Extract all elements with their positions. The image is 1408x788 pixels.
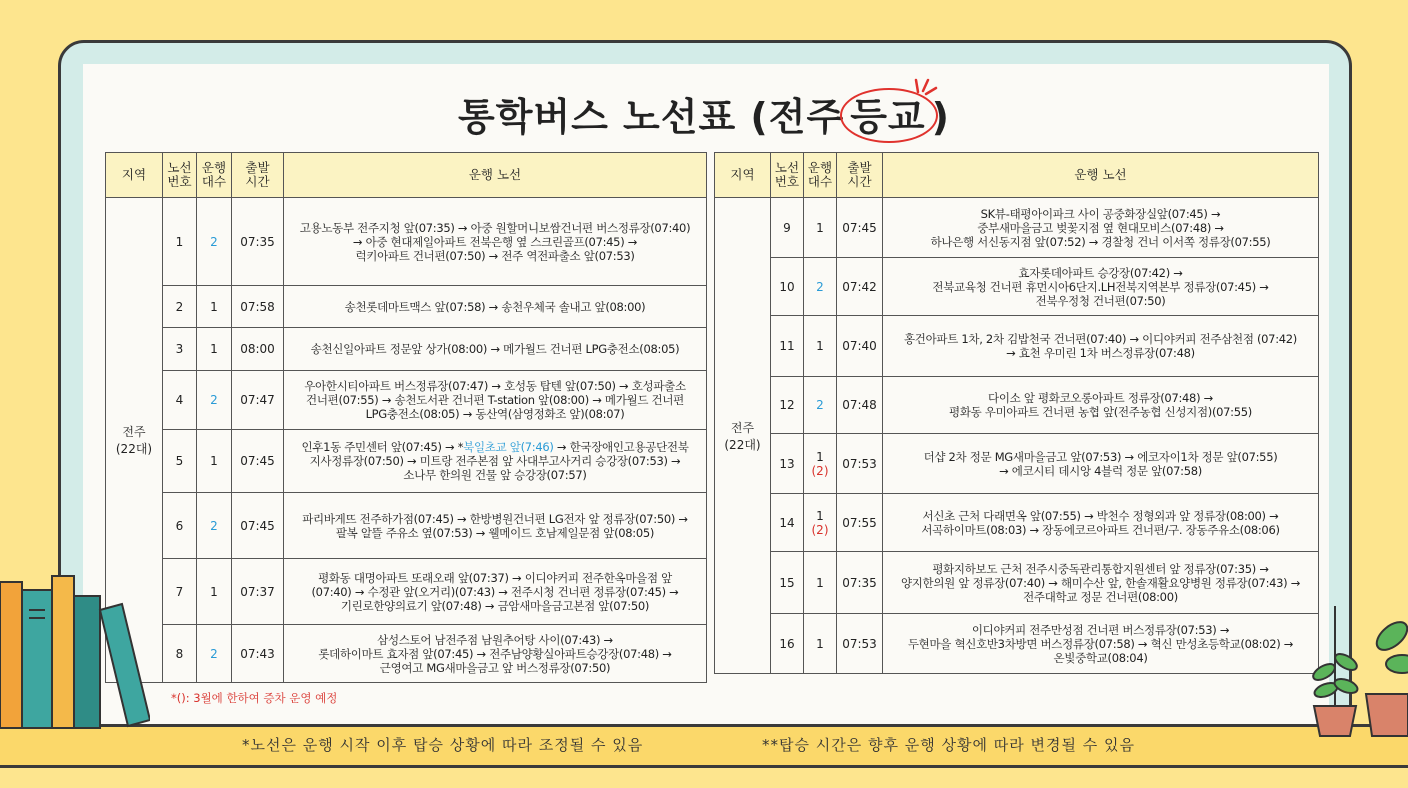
depart-time-cell: [232, 493, 284, 559]
route-number: 12: [779, 398, 795, 412]
route-number: 9: [783, 220, 791, 235]
bus-count-cell: [197, 625, 232, 683]
route-line-highlight: 북일초교 앞(7:46): [463, 440, 554, 454]
route-cell: [284, 493, 707, 559]
route-cell: [883, 614, 1319, 674]
route-cell: [883, 552, 1319, 614]
bus-count: 1: [210, 342, 218, 356]
route-number: 14: [779, 515, 795, 530]
depart-time-cell: [837, 377, 883, 434]
route-line: 서곡하이마트(08:03) → 장동에코르아파트 건너편/구. 장동주유소(08:06): [921, 522, 1280, 537]
depart-time-cell: [837, 258, 883, 316]
depart-time: 07:40: [842, 339, 877, 353]
bus-count: 1: [210, 584, 218, 599]
depart-time-cell: [837, 552, 883, 614]
table-row: [715, 614, 1319, 674]
route-line: 인후1동 주민센터 앞(07:45) → *: [301, 440, 464, 454]
bus-count-cell: [197, 430, 232, 493]
region-name: 전주: [730, 420, 755, 435]
route-cell: [883, 198, 1319, 258]
table-header-row: [106, 153, 707, 198]
header-bus-count: 운행 대수: [197, 153, 232, 198]
route-number: 5: [175, 454, 184, 468]
depart-time-cell: [837, 614, 883, 674]
route-cell: [883, 434, 1319, 494]
route-line: 고용노동부 전주지청 앞(07:35) → 아중 원할머니보쌈건너편 버스정류장(07:40): [299, 220, 691, 235]
route-number-cell: [771, 552, 804, 614]
table-row: [715, 198, 1319, 258]
table-row: [106, 286, 707, 328]
bus-count-cell: [804, 434, 837, 494]
table-row: [715, 552, 1319, 614]
depart-time-cell: [837, 494, 883, 552]
sparkle-icon: [912, 74, 940, 96]
table-row: [106, 430, 707, 493]
table-row: [106, 559, 707, 625]
route-number: 11: [779, 339, 795, 353]
header-region: 지역: [106, 153, 163, 198]
route-number-cell: [163, 198, 197, 286]
depart-time: 07:45: [842, 220, 877, 235]
route-line: 평화지하보도 근처 전주시중독관리통합지원센터 앞 정류장(07:35) →: [932, 561, 1269, 576]
route-line: 전북교육청 건너편 휴먼시아6단지.LH전북지역본부 정류장(07:45) →: [932, 279, 1269, 294]
page-title: [0, 86, 1408, 141]
route-line: → 에코시티 데시앙 4블럭 정문 앞(07:58): [999, 463, 1202, 478]
route-number-cell: [163, 559, 197, 625]
header-route: 운행 노선: [883, 153, 1319, 198]
depart-time: 07:55: [842, 515, 877, 530]
route-number-cell: [771, 377, 804, 434]
route-line: (07:40) → 수정관 앞(오거리)(07:43) → 전주시청 건너편 정류장(07:45) →: [311, 584, 679, 599]
depart-time: 07:35: [240, 234, 275, 249]
region-count: (22대): [724, 437, 761, 452]
table-row: [715, 258, 1319, 316]
header-depart-time: 출발 시간: [232, 153, 284, 198]
route-number-cell: [163, 430, 197, 493]
route-line: → 아중 현대제일아파트 전북은행 옆 스크린골프(07:45) →: [352, 234, 638, 249]
depart-time: 07:45: [240, 518, 275, 533]
bus-count: 1: [210, 299, 218, 314]
title-text: 통학버스 노선표 (전주: [458, 95, 845, 139]
route-number: 4: [175, 393, 184, 407]
bus-count-cell: [804, 552, 837, 614]
depart-time-cell: [232, 625, 284, 683]
table-row: [106, 625, 707, 683]
route-number-cell: [163, 493, 197, 559]
bus-count: 1: [816, 575, 824, 590]
header-depart-time: 출발 시간: [837, 153, 883, 198]
route-line: 럭키아파트 건너편(07:50) → 전주 역전파출소 앞(07:53): [355, 248, 635, 263]
route-line: 롯데하이마트 효자점 앞(07:45) → 전주남양황실아파트승강장(07:48) →: [318, 646, 672, 661]
bus-count-cell: [804, 316, 837, 377]
bus-count-cell: [197, 559, 232, 625]
route-line: → 한국장애인고용공단전북: [553, 440, 689, 454]
depart-time: 07:47: [240, 393, 275, 407]
depart-time: 07:48: [842, 398, 877, 412]
header-region: 지역: [715, 153, 771, 198]
bus-count-cell: [197, 286, 232, 328]
table-row: [715, 316, 1319, 377]
table-row: [715, 434, 1319, 494]
route-line: 소나무 한의원 건물 앞 승강장(07:57): [403, 468, 587, 482]
route-cell: [883, 316, 1319, 377]
bus-count: 1: [816, 636, 824, 651]
route-number-cell: [771, 198, 804, 258]
depart-time-cell: [837, 316, 883, 377]
route-number-cell: [163, 371, 197, 430]
bus-count-cell: [197, 493, 232, 559]
route-line: 평화동 대명아파트 또래오래 앞(07:37) → 이디야커피 전주한옥마을점 앞: [318, 570, 672, 585]
route-number: 16: [779, 636, 795, 651]
bus-count: 1: [816, 339, 824, 353]
depart-time-cell: [232, 198, 284, 286]
route-number-cell: [163, 625, 197, 683]
route-cell: [284, 625, 707, 683]
depart-time: 07:43: [240, 646, 275, 661]
bus-count-extra: (2): [811, 522, 829, 537]
table-row: [106, 493, 707, 559]
route-cell: [883, 258, 1319, 316]
depart-time: 07:53: [842, 636, 877, 651]
route-number: 13: [779, 456, 795, 471]
bus-count-cell: [804, 258, 837, 316]
route-line: 기린로한양의료기 앞(07:48) → 금암새마을금고본점 앞(07:50): [340, 598, 650, 613]
route-line: 다이소 앞 평화코오롱아파트 정류장(07:48) →: [988, 391, 1213, 405]
route-line: 파리바게뜨 전주하가점(07:45) → 한방병원건너편 LG전자 앞 정류장(07:50) →: [302, 511, 688, 526]
bus-count-cell: [197, 328, 232, 371]
route-line: 지사정류장(07:50) → 미트랑 전주본점 앞 사대부고사거리 승강장(07:53) →: [309, 454, 681, 468]
route-number-cell: [163, 328, 197, 371]
route-cell: [284, 328, 707, 371]
bus-count: 1: [816, 508, 824, 523]
route-line: 효자롯데아파트 승강장(07:42) →: [1018, 265, 1183, 280]
bus-count-cell: [804, 494, 837, 552]
depart-time: 07:37: [240, 584, 275, 599]
region-cell: [715, 198, 771, 674]
footer-band: [0, 724, 1408, 768]
title-suffix: ): [931, 95, 950, 139]
bus-count: 1: [816, 220, 824, 235]
route-line: 두현마을 혁신호반3차방면 버스정류장(07:58) → 혁신 만성초등학교(08:02) →: [907, 636, 1294, 651]
route-line: 근영여고 MG새마을금고 앞 버스정류장(07:50): [379, 660, 611, 675]
route-line: 우아한시티아파트 버스정류장(07:47) → 호성동 탑텐 앞(07:50) → 호성파출소: [304, 379, 686, 393]
table-row: [715, 377, 1319, 434]
route-number: 15: [779, 575, 795, 590]
route-line: 홍건아파트 1차, 2차 김밥천국 건너편(07:40) → 이디야커피 전주삼천점 (07:42): [903, 332, 1297, 346]
route-cell: [284, 371, 707, 430]
bus-count: 2: [816, 398, 824, 412]
route-number-cell: [771, 316, 804, 377]
depart-time-cell: [232, 371, 284, 430]
depart-time: 07:53: [842, 456, 877, 471]
route-line: 송천신일아파트 정문앞 상가(08:00) → 메가월드 건너편 LPG충전소(08:05): [310, 342, 680, 356]
depart-time-cell: [837, 434, 883, 494]
table-row: [106, 371, 707, 430]
route-table-right: [714, 152, 1319, 674]
route-cell: [883, 377, 1319, 434]
bus-count: 2: [816, 279, 824, 294]
region-name: 전주: [122, 425, 146, 439]
header-route: 운행 노선: [284, 153, 707, 198]
bus-count-cell: [804, 614, 837, 674]
route-cell: [284, 559, 707, 625]
footer-note-left: *노선은 운행 시작 이후 탑승 상황에 따라 조정될 수 있음: [242, 736, 644, 754]
route-cell: [284, 430, 707, 493]
bus-count-cell: [197, 371, 232, 430]
route-line: 하나은행 서신동지점 앞(07:52) → 경찰청 건너 이서쪽 정류장(07:55): [930, 234, 1271, 249]
route-number-cell: [771, 258, 804, 316]
table-header-row: [715, 153, 1319, 198]
route-line: 건너편(07:55) → 송천도서관 건너편 T-station 앞(08:00) → 메가월드 건너편: [306, 393, 684, 407]
route-line: 온빛중학교(08:04): [1053, 650, 1148, 665]
route-number-cell: [163, 286, 197, 328]
route-line: 서신초 근처 다래면옥 앞(07:55) → 박천수 정형외과 앞 정류장(08:00) →: [922, 508, 1279, 523]
books-icon: [0, 570, 150, 730]
depart-time-cell: [232, 559, 284, 625]
route-line: 전북우정청 건너편(07:50): [1035, 293, 1166, 308]
bus-count: 1: [210, 454, 218, 468]
depart-time-cell: [232, 328, 284, 371]
route-line: 이디야커피 전주만성점 건너편 버스정류장(07:53) →: [971, 622, 1230, 637]
route-line: 삼성스토어 남전주점 남원추어탕 사이(07:43) →: [377, 632, 613, 647]
route-line: 더샵 2차 정문 MG새마을금고 앞(07:53) → 에코자이1차 정문 앞(07:55): [923, 449, 1278, 464]
table-row: [106, 328, 707, 371]
bus-count-extra: (2): [811, 463, 829, 478]
region-count: (22대): [115, 442, 153, 456]
header-route-no: 노선 번호: [163, 153, 197, 198]
depart-time-cell: [232, 430, 284, 493]
title-highlight-text: 등교: [850, 95, 926, 139]
route-line: 중부새마을금고 벚꽃지점 옆 현대모비스(07:48) →: [977, 220, 1224, 235]
route-number: 3: [175, 342, 184, 356]
bus-count: 2: [210, 393, 218, 407]
footer-note-right: **탑승 시간은 향후 운행 상황에 따라 변경될 수 있음: [762, 736, 1135, 754]
route-number: 7: [175, 584, 184, 599]
depart-time-cell: [837, 198, 883, 258]
bus-count-cell: [804, 377, 837, 434]
route-line: 전주대학교 정문 건너편(08:00): [1023, 589, 1178, 604]
bus-count: 1: [816, 449, 824, 464]
table-row: [715, 494, 1319, 552]
route-number: 2: [175, 299, 184, 314]
route-cell: [284, 286, 707, 328]
route-number-cell: [771, 434, 804, 494]
route-cell: [284, 198, 707, 286]
bus-count-cell: [197, 198, 232, 286]
route-line: 평화동 우미아파트 건너편 농협 앞(전주농협 신성지점)(07:55): [949, 405, 1252, 419]
route-number: 1: [175, 234, 184, 249]
depart-time: 07:42: [842, 279, 877, 294]
route-number: 10: [779, 279, 795, 294]
plant-icon: [1362, 606, 1408, 740]
route-table-left: [105, 152, 707, 683]
route-number-cell: [771, 494, 804, 552]
route-number: 8: [175, 646, 184, 661]
table-row: [106, 198, 707, 286]
bus-count-cell: [804, 198, 837, 258]
plant-icon: [1308, 606, 1362, 740]
route-number-cell: [771, 614, 804, 674]
route-line: SK뷰-태평아이파크 사이 공중화장실앞(07:45) →: [980, 206, 1221, 221]
route-line: 양지한의원 앞 정류장(07:40) → 해미수산 앞, 한솔재활요양병원 정류장(07:43) →: [900, 575, 1301, 590]
route-line: LPG충전소(08:05) → 동산역(삼영정화조 앞)(08:07): [365, 407, 625, 421]
route-cell: [883, 494, 1319, 552]
note-text: *(): 3월에 한하여 증차 운영 예정: [171, 691, 338, 705]
depart-time: 07:35: [842, 575, 877, 590]
bus-count: 2: [210, 646, 218, 661]
bus-count: 2: [210, 518, 218, 533]
depart-time: 08:00: [240, 342, 275, 356]
depart-time-cell: [232, 286, 284, 328]
bus-count: 2: [210, 234, 218, 249]
route-number: 6: [175, 518, 184, 533]
header-bus-count: 운행 대수: [804, 153, 837, 198]
depart-time: 07:45: [240, 454, 275, 468]
route-line: → 효천 우미린 1차 버스정류장(07:48): [1006, 346, 1195, 360]
route-line: 팔복 알뜰 주유소 옆(07:53) → 웰메이드 호남제일문점 앞(08:05): [335, 525, 655, 540]
route-line: 송천롯데마트맥스 앞(07:58) → 송천우체국 솔내고 앞(08:00): [344, 299, 646, 314]
depart-time: 07:58: [240, 299, 275, 314]
header-route-no: 노선 번호: [771, 153, 804, 198]
